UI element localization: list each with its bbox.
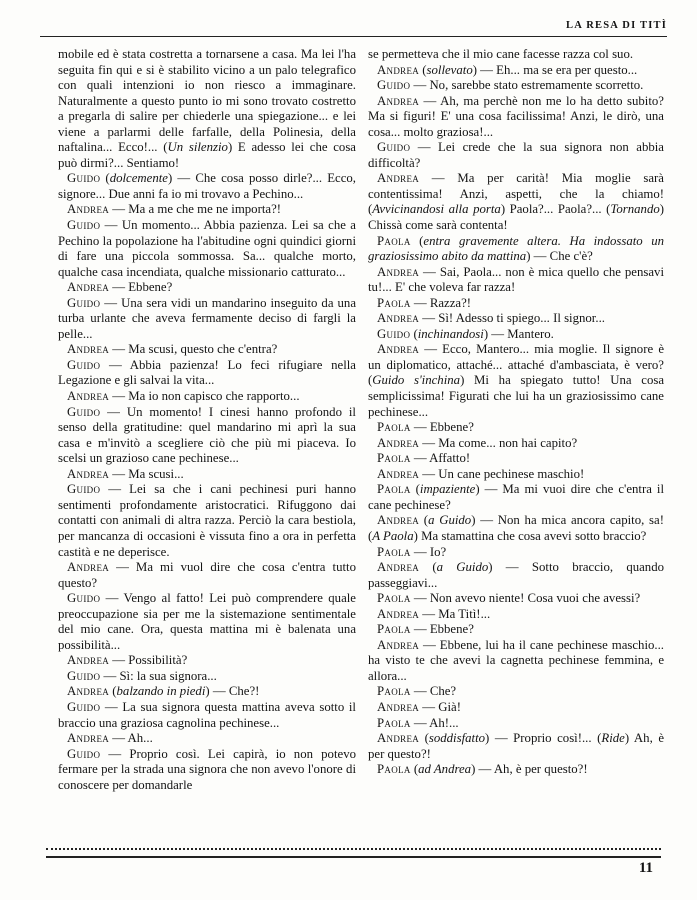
speaker-name: Andrea <box>377 513 420 528</box>
dialogue-text: ) — Che cosa posso dirle?... Ecco, signore... Due anni fa io mi trovavo a Pechino... <box>58 171 357 201</box>
dialogue-text: se permetteva che il mio cane facesse razza col suo. <box>368 47 634 61</box>
dialogue-text: — Ebbene? <box>410 420 474 435</box>
stage-direction: inchinandosi <box>417 326 484 341</box>
speaker-name: Paola <box>377 233 411 248</box>
stage-direction: dolcemente <box>109 171 168 186</box>
speaker-name: Guido <box>67 668 101 683</box>
dialogue-paragraph <box>368 342 664 420</box>
dialogue-text: — Sai, Paola... non è mica quello che pensavi tu!... E' che voleva far razza! <box>368 264 664 295</box>
dialogue-paragraph <box>368 467 664 483</box>
dialogue-text: — Ma per carità! Mia moglie sarà contentissima! Anzi, aspetti, che la chiamo! ( <box>368 171 664 217</box>
dialogue-text: — Lei crede che la sua signora non abbia difficoltà? <box>368 140 664 170</box>
dialogue-text: ) Chissà come sarà contenta! <box>368 202 665 233</box>
speaker-name: Paola <box>377 420 411 435</box>
dialogue-paragraph <box>58 747 356 794</box>
dialogue-paragraph <box>368 622 664 638</box>
stage-direction: Guido s'inchina <box>372 373 461 388</box>
dialogue-text: — Ma scusi, questo che c'entra? <box>109 342 278 357</box>
dialogue-text: — Un cane pechinese maschio! <box>419 466 585 481</box>
speaker-name: Guido <box>67 218 101 233</box>
stage-direction: Tornando <box>610 202 660 217</box>
dialogue-text: ) — Che?! <box>205 684 260 699</box>
stage-direction: soddisfatto <box>428 731 486 746</box>
speaker-name: Andrea <box>377 435 420 450</box>
dialogue-text: ) — Ma mi vuoi dire che c'entra il cane pechinese? <box>368 482 664 512</box>
speaker-name: Andrea <box>377 560 420 575</box>
dialogue-paragraph <box>58 684 356 700</box>
speaker-name: Andrea <box>377 606 420 621</box>
dialogue-paragraph <box>58 405 356 467</box>
dialogue-text: ) Ma stamattina che cosa avevi sotto braccio? <box>413 528 647 543</box>
dialogue-text: ) — Sotto braccio, quando passeggiavi... <box>368 560 664 590</box>
speaker-name: Guido <box>377 140 411 155</box>
left-column <box>58 47 356 793</box>
dialogue-text: — Vengo al fatto! Lei può comprendere quale preoccupazione sia per me la sistemazione sentimentale del mio cane. Ora, questa mattina mi è balenata una possibilità... <box>58 591 356 652</box>
dialogue-text: ) — Mantero. <box>483 326 554 341</box>
dialogue-text: ) Paola?... Paola?... ( <box>500 202 611 217</box>
right-column <box>368 47 664 778</box>
speaker-name: Andrea <box>377 311 420 326</box>
speaker-name: Guido <box>67 699 101 714</box>
dialogue-paragraph <box>368 420 664 436</box>
dialogue-paragraph <box>58 202 356 218</box>
speaker-name: Guido <box>67 746 101 761</box>
dialogue-paragraph <box>58 389 356 405</box>
dialogue-text: ) — Non ha mica ancora capito, sa! ( <box>368 513 664 543</box>
dialogue-text: ( <box>410 326 418 341</box>
speaker-name: Andrea <box>377 342 420 357</box>
dialogue-paragraph <box>58 358 356 389</box>
speaker-name: Paola <box>377 482 411 497</box>
stage-direction: A Paola <box>372 528 414 543</box>
dialogue-text: — Sì! Adesso ti spiego... Il signor... <box>419 311 605 326</box>
speaker-name: Andrea <box>67 466 110 481</box>
dialogue-text: ( <box>419 513 429 528</box>
speaker-name: Paola <box>377 762 411 777</box>
speaker-name: Andrea <box>377 62 420 77</box>
dialogue-text: — Ebbene? <box>410 622 474 637</box>
speaker-name: Paola <box>377 451 411 466</box>
stage-direction: ad Andrea <box>418 762 472 777</box>
speaker-name: Paola <box>377 591 411 606</box>
dialogue-text: — Possibilità? <box>109 653 188 668</box>
dialogue-paragraph <box>368 140 664 171</box>
dialogue-text: — Già! <box>419 699 461 714</box>
speaker-name: Andrea <box>67 389 110 404</box>
dialogue-paragraph <box>368 560 664 591</box>
dialogue-text: — Ma io non capisco che rapporto... <box>109 389 300 404</box>
dialogue-text: — Una sera vidi un mandarino inseguito da una turba urlante che aveva fermamente deciso di fargli la pelle... <box>58 295 356 341</box>
speaker-name: Paola <box>377 715 411 730</box>
dialogue-paragraph <box>58 700 356 731</box>
dialogue-paragraph <box>368 684 664 700</box>
dialogue-paragraph <box>58 731 356 747</box>
dialogue-paragraph <box>58 653 356 669</box>
dialogue-paragraph <box>58 280 356 296</box>
dialogue-text: ( <box>419 62 427 77</box>
dialogue-paragraph <box>368 607 664 623</box>
dialogue-paragraph <box>368 513 664 544</box>
dialogue-text: — Abbia pazienza! Lo feci rifugiare nella Legazione e gli salvai la vita... <box>58 357 356 388</box>
dialogue-paragraph <box>368 482 664 513</box>
speaker-name: Andrea <box>67 560 110 575</box>
dialogue-paragraph <box>368 47 664 63</box>
stage-direction: impaziente <box>419 482 476 497</box>
dialogue-text: — Ma scusi... <box>109 466 184 481</box>
dialogue-text: — Io? <box>410 544 447 559</box>
dialogue-text: — Ah... <box>109 731 153 746</box>
stage-direction: balzando in piedi <box>116 684 206 699</box>
dialogue-text: — Proprio così. Lei capirà, io non potevo fermare per la strada una signora che non avevo l'onore di conoscere per domandarle <box>58 746 356 792</box>
dialogue-text: — Che? <box>410 684 457 699</box>
dialogue-text: — Un momento... Abbia pazienza. Lei sa che a Pechino la popolazione ha l'abitudine ogni quindici giorni di fare una piccola sommossa. Sa... qualche morto, qualche casa incendiata, qualche missionario catturato... <box>58 218 356 279</box>
dialogue-text: — Ebbene? <box>109 280 173 295</box>
dialogue-paragraph <box>368 296 664 312</box>
dialogue-paragraph <box>58 296 356 343</box>
dialogue-paragraph <box>368 591 664 607</box>
dialogue-paragraph <box>58 560 356 591</box>
dialogue-text: ) — Eh... ma se era per questo... <box>472 62 638 77</box>
dialogue-paragraph <box>368 94 664 141</box>
dialogue-text: ( <box>419 560 437 575</box>
dialogue-paragraph <box>368 63 664 79</box>
speaker-name: Guido <box>67 295 101 310</box>
speaker-name: Guido <box>67 171 101 186</box>
dialogue-paragraph <box>368 716 664 732</box>
dialogue-paragraph <box>368 234 664 265</box>
dialogue-paragraph <box>368 700 664 716</box>
dialogue-text: — Un momento! I cinesi hanno profondo il senso della gratitudine: quel mandarino mi aprì la sua casa e m'invitò a scegliere ciò che più mi piaceva. Io scelsi un grazioso cane pechinese... <box>58 404 356 466</box>
dialogue-paragraph <box>368 311 664 327</box>
dialogue-text: ( <box>419 731 429 746</box>
dialogue-text: — Non avevo niente! Cosa vuoi che avessi? <box>410 591 641 606</box>
dialogue-text: ( <box>410 762 419 777</box>
dialogue-text: ) — Ah, è per questo?! <box>471 762 588 777</box>
dialogue-text: — Ma mi vuol dire che cosa c'entra tutto questo? <box>58 560 356 590</box>
dialogue-paragraph <box>58 171 356 202</box>
dialogue-text: ( <box>109 684 117 699</box>
dialogue-paragraph <box>58 591 356 653</box>
dialogue-paragraph <box>368 451 664 467</box>
stage-direction: sollevato <box>426 62 473 77</box>
dialogue-paragraph <box>368 436 664 452</box>
dialogue-paragraph <box>58 47 356 171</box>
speaker-name: Guido <box>67 482 101 497</box>
stage-direction: a Guido <box>428 513 472 528</box>
page-number: 11 <box>638 860 653 876</box>
speaker-name: Andrea <box>67 653 110 668</box>
speaker-name: Andrea <box>377 637 420 652</box>
speaker-name: Guido <box>67 591 101 606</box>
speaker-name: Paola <box>377 295 411 310</box>
dialogue-paragraph <box>58 669 356 685</box>
dialogue-text: — Ah, ma perchè non me lo ha detto subito? Ma si figuri! E' una cosa facilissima! Anzi, le dirò, una cosa... molto graziosa!... <box>368 93 664 139</box>
dialogue-text: — La sua signora questa mattina aveva sotto il braccio una graziosa cagnolina pechinese... <box>58 699 356 730</box>
speaker-name: Andrea <box>377 731 420 746</box>
dialogue-paragraph <box>368 638 664 685</box>
speaker-name: Paola <box>377 684 411 699</box>
dialogue-text: ) — Che c'è? <box>526 249 593 264</box>
speaker-name: Andrea <box>67 202 110 217</box>
speaker-name: Guido <box>67 357 101 372</box>
dialogue-paragraph <box>58 467 356 483</box>
dialogue-text: ) Ah, è per questo?! <box>368 731 664 761</box>
dialogue-text: ) — Proprio così!... ( <box>485 731 602 746</box>
dialogue-text: mobile ed è stata costretta a tornarsene a casa. Ma lei l'ha seguita fin qui e si è stabilito vicino a un palo telegrafico con quali intenzioni io non riesco a immaginare. Naturalmente a questo punto io mi sono trovato costretto a pregarla di salire per chiederle una spiegazione... e lei viene a parlarmi delle farfalle, della Polinesia, della naftalina... Ecco!... ( <box>58 47 356 155</box>
speaker-name: Guido <box>377 326 411 341</box>
dialogue-paragraph <box>368 78 664 94</box>
dialogue-text: ) E adesso lei che cosa può dirmi?... Sentiamo! <box>58 140 356 170</box>
dialogue-text: ( <box>410 482 420 497</box>
dialogue-paragraph <box>58 482 356 560</box>
dialogue-text: — Ecco, Mantero... mia moglie. Il signore è un diplomatico, attaché... attaché d'ambasciata, è vero? ( <box>368 342 664 388</box>
running-header <box>40 20 667 37</box>
stage-direction: Avvicinandosi alla porta <box>372 202 501 217</box>
dialogue-paragraph <box>368 171 664 233</box>
dialogue-paragraph <box>368 265 664 296</box>
speaker-name: Andrea <box>67 684 110 699</box>
speaker-name: Guido <box>67 404 101 419</box>
dialogue-text: ( <box>410 233 424 248</box>
stage-direction: entra gravemente altera. Ha indossato un graziosissimo abito da mattina <box>368 233 665 264</box>
stage-direction: Un silenzio <box>167 140 228 155</box>
dialogue-text: — Ma a me che me ne importa?! <box>109 202 282 217</box>
dialogue-text: — No, sarebbe stato estremamente scorretto. <box>410 78 644 93</box>
running-title: LA RESA DI TITÌ <box>566 20 667 31</box>
dialogue-paragraph <box>368 327 664 343</box>
dialogue-text: ) Mi ha spiegato tutto! Una cosa semplicissima! Figurati che lui ha un graziosissimo cane pechinese... <box>368 373 665 419</box>
speaker-name: Andrea <box>377 171 420 186</box>
speaker-name: Andrea <box>377 264 420 279</box>
dialogue-text: — Ah!... <box>410 715 459 730</box>
dialogue-text: — Ma come... non hai capito? <box>419 435 578 450</box>
dialogue-paragraph <box>58 218 356 280</box>
speaker-name: Andrea <box>67 342 110 357</box>
speaker-name: Paola <box>377 544 411 559</box>
dialogue-text: ( <box>100 171 110 186</box>
dialogue-paragraph <box>58 342 356 358</box>
dialogue-text: — Ebbene, lui ha il cane pechinese maschio... ha visto te che avevi la cagnetta pechinese femmina, e allora... <box>368 637 664 683</box>
speaker-name: Andrea <box>377 466 420 481</box>
stage-direction: a Guido <box>436 560 489 575</box>
speaker-name: Paola <box>377 622 411 637</box>
dialogue-paragraph <box>368 762 664 778</box>
speaker-name: Andrea <box>67 731 110 746</box>
dialogue-text: — Affatto! <box>410 451 471 466</box>
dialogue-text: — Lei sa che i cani pechinesi puri hanno sentimenti profondamente aristocratici. Rifuggono dai contatti con animali di altra razza. Perciò la cara bestiola, per mancanza di occasioni è vissuta fino a ora in perfetta castità e ne deperisce. <box>58 482 356 559</box>
stage-direction: Ride <box>601 731 625 746</box>
dialogue-paragraph <box>368 545 664 561</box>
dialogue-text: — Ma Titì!... <box>419 606 491 621</box>
dialogue-paragraph <box>368 731 664 762</box>
speaker-name: Guido <box>377 78 411 93</box>
speaker-name: Andrea <box>67 280 110 295</box>
dialogue-text: — Razza?! <box>410 295 472 310</box>
footer-rule <box>46 848 661 858</box>
speaker-name: Andrea <box>377 93 420 108</box>
dialogue-text: — Sì: la sua signora... <box>100 668 217 683</box>
speaker-name: Andrea <box>377 699 420 714</box>
